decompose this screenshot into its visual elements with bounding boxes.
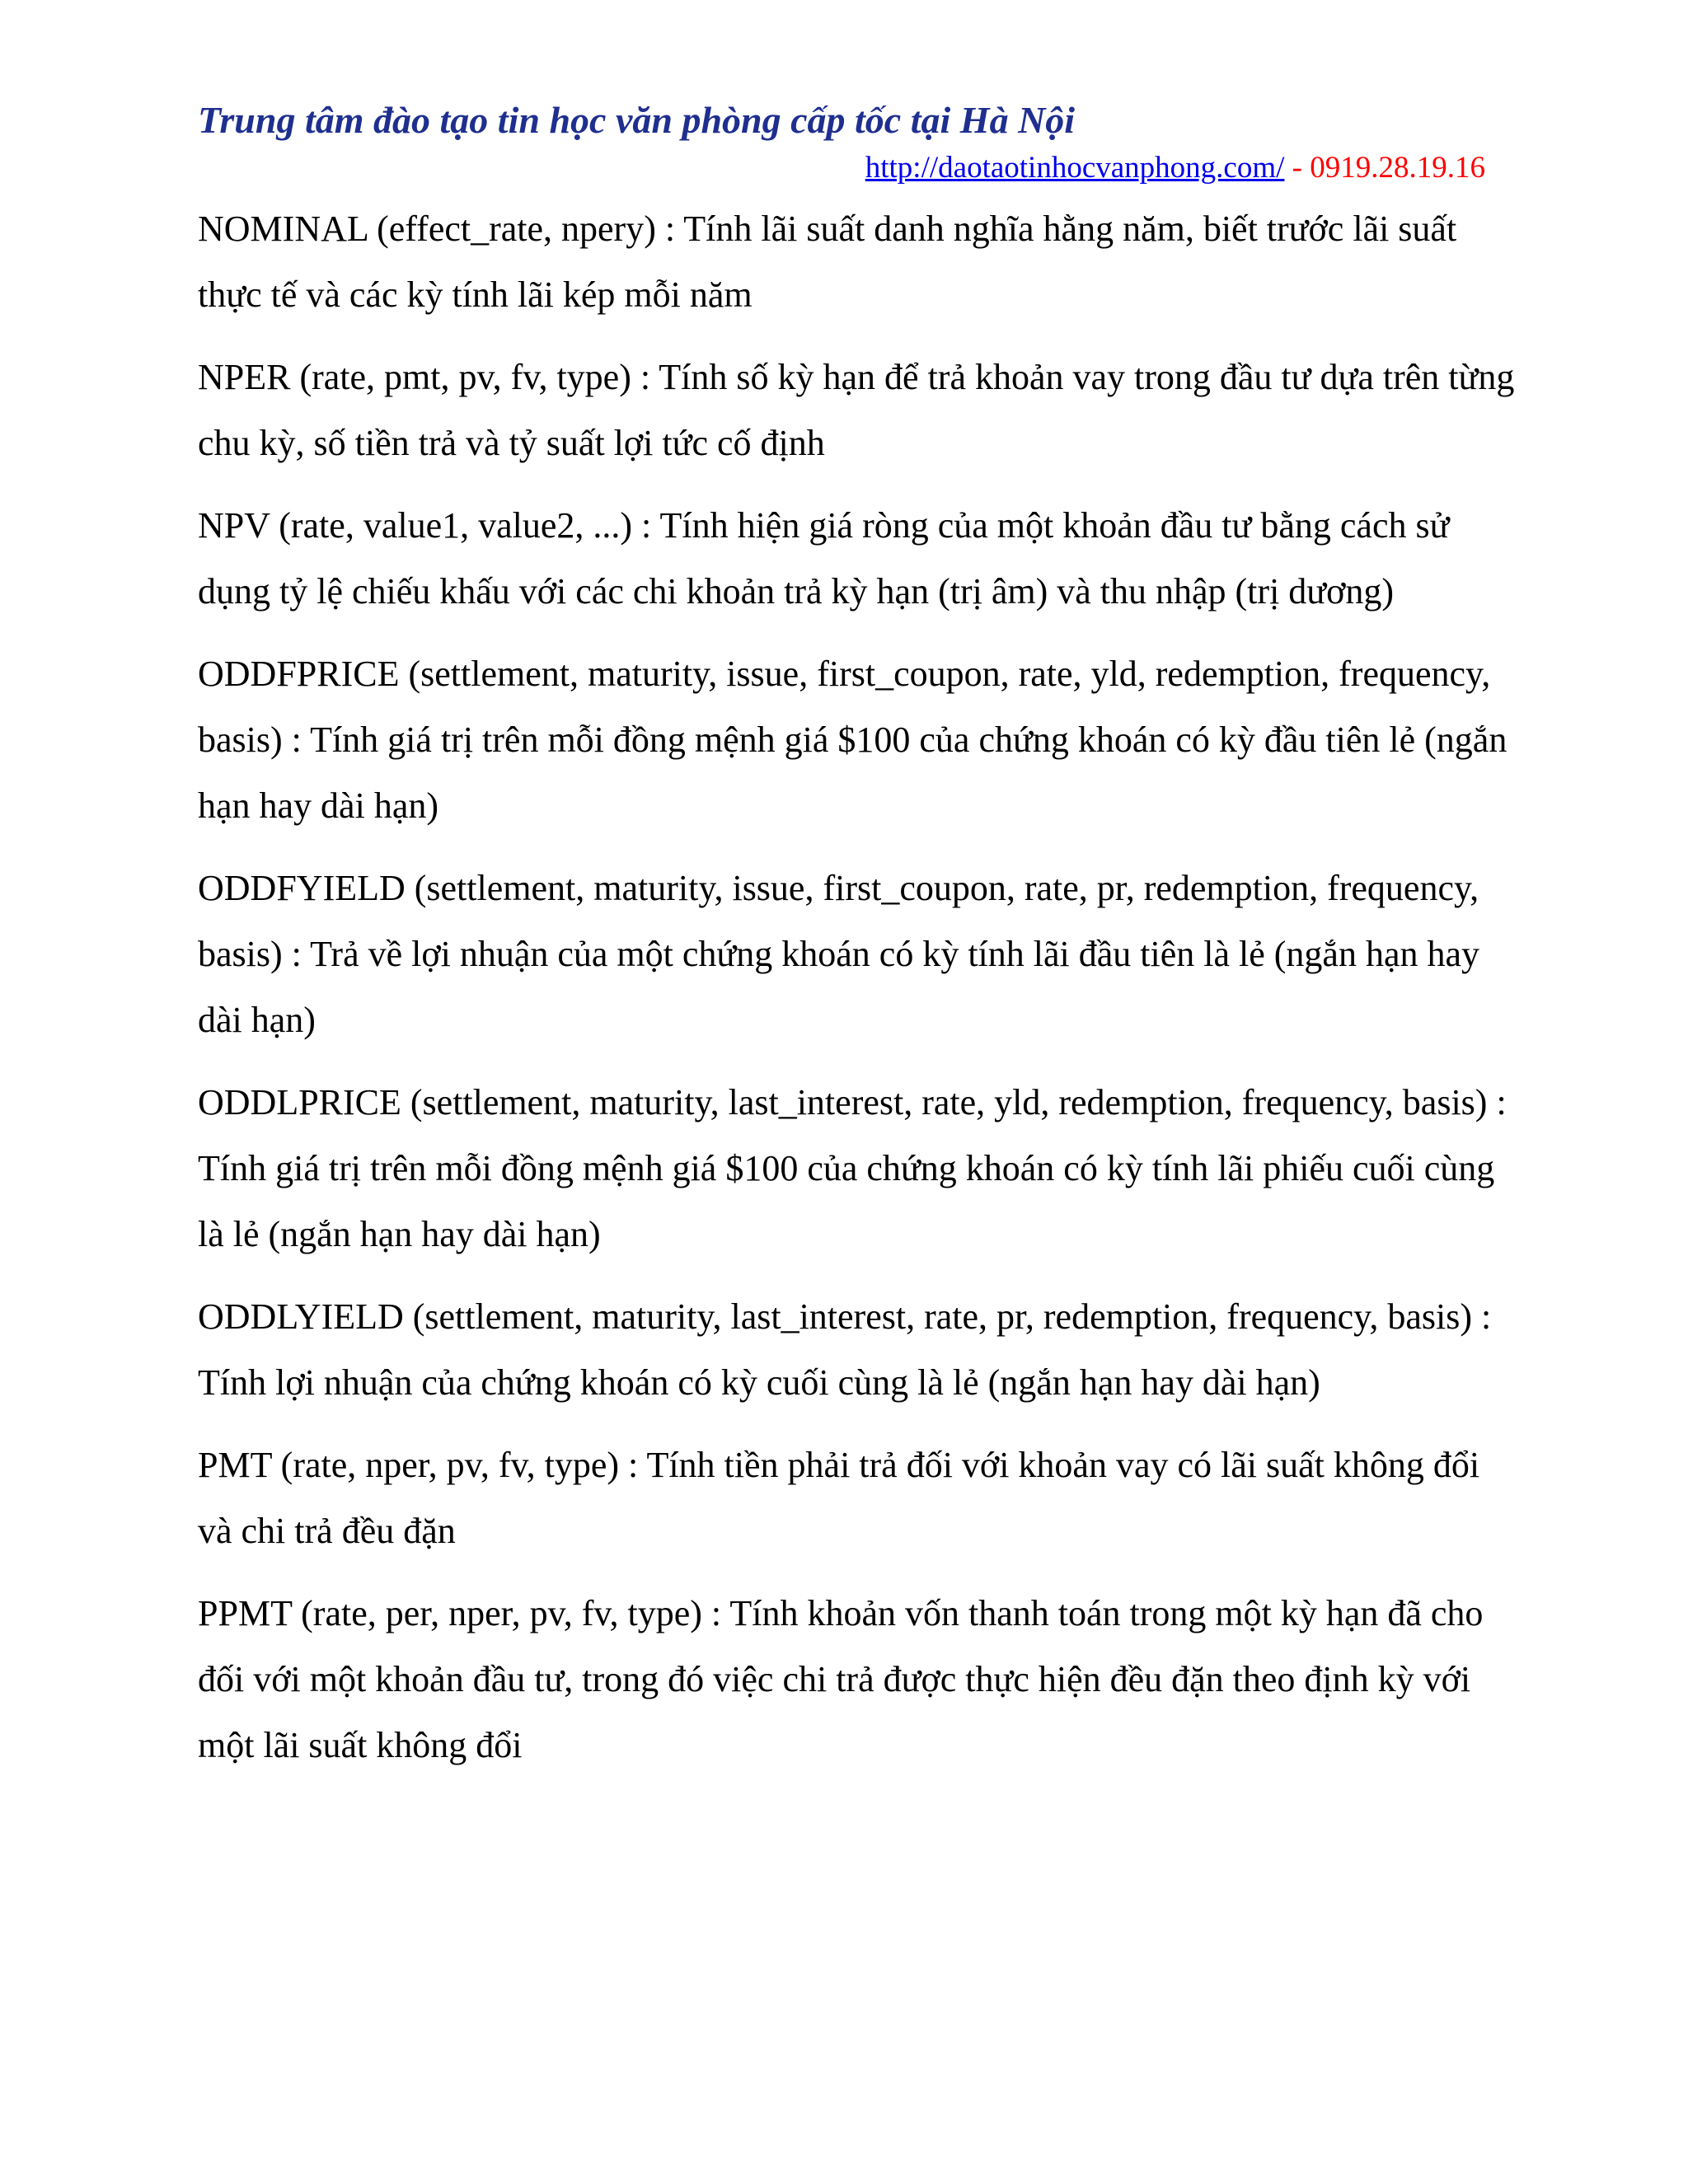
phone-number: 0919.28.19.16	[1310, 151, 1485, 185]
entry-nominal: NOMINAL (effect_rate, npery) : Tính lãi suất danh nghĩa hằng năm, biết trước lãi suất thực tế và các kỳ tính lãi kép mỗi năm	[198, 209, 1457, 315]
website-link[interactable]: http://daotaotinhocvanphong.com/	[865, 151, 1285, 185]
entry-oddlyield: ODDLYIELD (settlement, maturity, last_interest, rate, pr, redemption, frequency, basis) : Tính lợi nhuận của chứng khoán có kỳ cuối cùng là lẻ (ngắn hạn hay dài hạn)	[198, 1296, 1492, 1403]
entry-pmt: PMT (rate, nper, pv, fv, type) : Tính tiền phải trả đối với khoản vay có lãi suất không đổi và chi trả đều đặn	[198, 1445, 1480, 1551]
entry-nper: NPER (rate, pmt, pv, fv, type) : Tính số kỳ hạn để trả khoản vay trong đầu tư dựa trên từng chu kỳ, số tiền trả và tỷ suất lợi tức cố định	[198, 357, 1515, 463]
header-title: Trung tâm đào tạo tin học văn phòng cấp tốc tại Hà Nội	[198, 99, 1076, 141]
entry-ppmt: PPMT (rate, per, nper, pv, fv, type) : Tính khoản vốn thanh toán trong một kỳ hạn đã cho đối với một khoản đầu tư, trong đó việc chi trả được thực hiện đều đặn theo định kỳ với một lãi suất không đổi	[198, 1593, 1484, 1765]
function-list	[198, 196, 1517, 1795]
entry-oddfyield: ODDFYIELD (settlement, maturity, issue, first_coupon, rate, pr, redemption, frequency, basis) : Trả về lợi nhuận của một chứng khoán có kỳ tính lãi đầu tiên là lẻ (ngắn hạn hay dài hạn)	[198, 868, 1479, 1040]
entry-npv: NPV (rate, value1, value2, ...) : Tính hiện giá ròng của một khoản đầu tư bằng cách sử dụng tỷ lệ chiếu khấu với các chi khoản trả kỳ hạn (trị âm) và thu nhập (trị dương)	[198, 505, 1450, 612]
entry-oddlprice: ODDLPRICE (settlement, maturity, last_interest, rate, yld, redemption, frequency, basis) : Tính giá trị trên mỗi đồng mệnh giá $100 của chứng khoán có kỳ tính lãi phiếu cuối cùng là lẻ (ngắn hạn hay dài hạn)	[198, 1082, 1507, 1254]
entry-oddfprice: ODDFPRICE (settlement, maturity, issue, first_coupon, rate, yld, redemption, frequency, basis) : Tính giá trị trên mỗi đồng mệnh giá $100 của chứng khoán có kỳ đầu tiên lẻ (ngắn hạn hay dài hạn)	[198, 654, 1507, 826]
header-separator: -	[1284, 151, 1311, 185]
header-contact	[865, 150, 1485, 186]
